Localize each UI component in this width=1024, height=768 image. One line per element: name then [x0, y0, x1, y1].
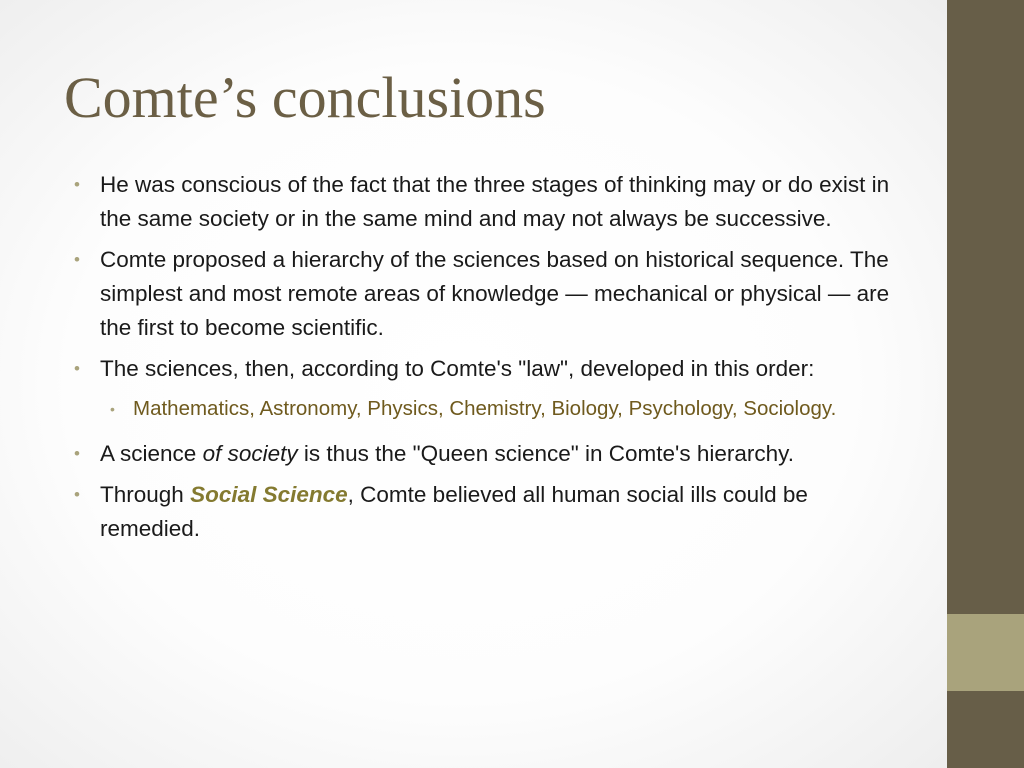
bullet-item — [72, 168, 900, 236]
bullet-item — [72, 478, 900, 546]
sub-bullet-icon: • — [110, 401, 115, 417]
bullet-text: He was conscious of the fact that the three stages of thinking may or do exist in the same society or in the same mind and may not always be successive. — [100, 172, 890, 231]
bullet-item — [72, 352, 900, 386]
slide-title: Comte’s conclusions — [64, 65, 546, 130]
bullet-text-part: is thus the "Queen science" in Comte's hierarchy. — [297, 441, 794, 466]
bullet-text-part: Through — [100, 482, 191, 507]
bullet-text — [100, 482, 808, 541]
bullet-item — [72, 243, 900, 345]
bullet-icon: • — [74, 250, 80, 269]
sidebar-accent-block — [947, 614, 1024, 691]
bullet-text: Comte proposed a hierarchy of the sciences based on historical sequence. The simplest and most remote areas of knowledge — mechanical or physical — are the first to become scientific. — [100, 247, 890, 340]
bullet-icon: • — [74, 359, 80, 378]
bullet-icon: • — [74, 175, 80, 194]
emphasis-text: of society — [202, 441, 298, 466]
bullet-text-part: , Comte believed all human social ills could be remedied. — [100, 482, 808, 541]
bullet-icon: • — [74, 444, 80, 463]
bullet-text-part: A science — [100, 441, 203, 466]
bullet-list — [72, 168, 900, 553]
bullet-item — [72, 437, 900, 471]
bullet-text — [100, 441, 794, 466]
sub-bullet-item — [72, 393, 900, 425]
highlight-text: Social Science — [190, 482, 348, 507]
bullet-text: The sciences, then, according to Comte's "law", developed in this order: — [100, 356, 815, 381]
sub-bullet-text: Mathematics, Astronomy, Physics, Chemistry, Biology, Psychology, Sociology. — [133, 397, 837, 420]
bullet-icon: • — [74, 485, 80, 504]
